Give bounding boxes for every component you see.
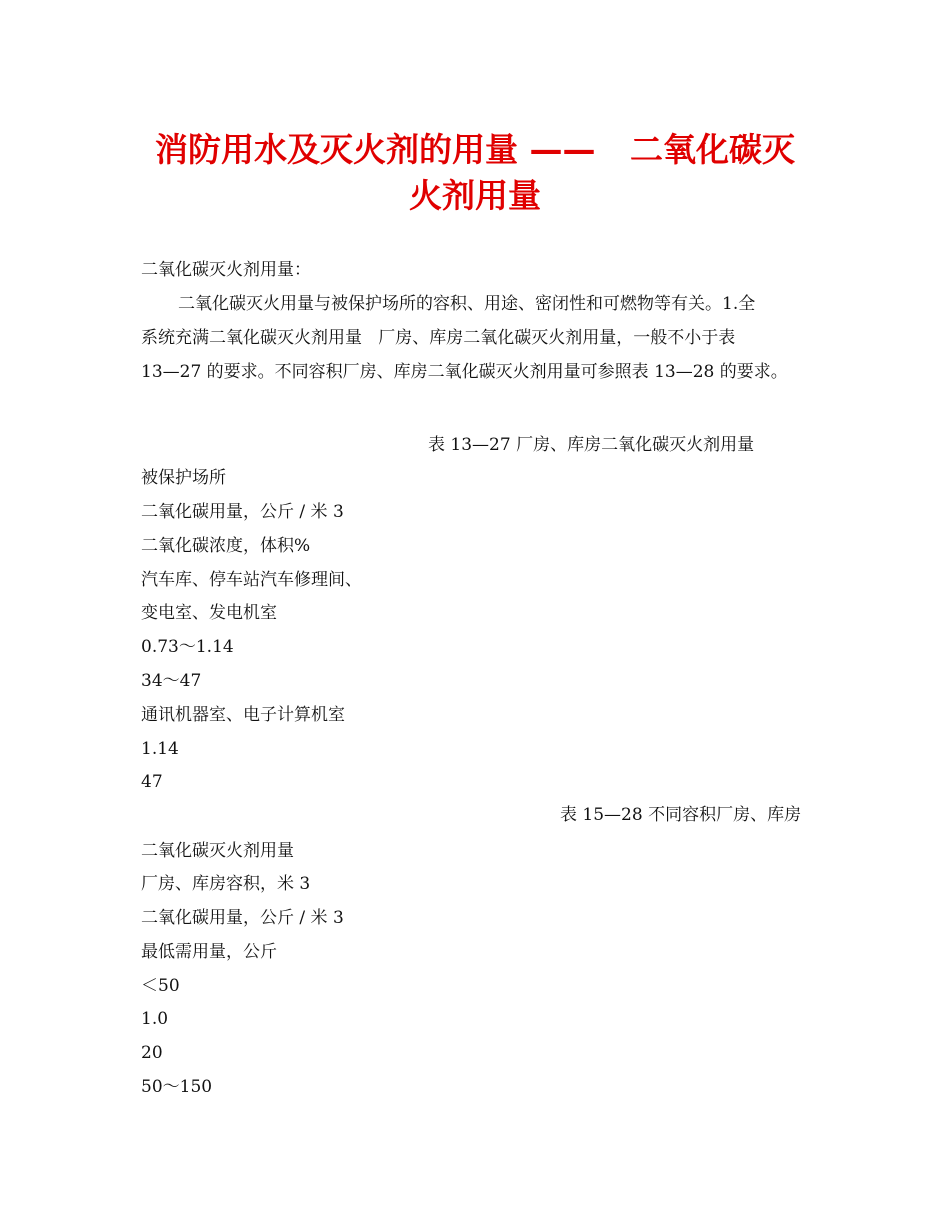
table-1-cell: 汽车库、停车站汽车修理间、	[141, 570, 362, 590]
table-1-cell: 被保护场所	[141, 468, 226, 488]
table-1-caption: 表 13—27 厂房、库房二氧化碳灭火剂用量	[428, 435, 755, 455]
table-2-cell: ＜50	[141, 976, 180, 996]
table-2-cell: 二氧化碳灭火剂用量	[141, 841, 294, 861]
document-title-line-1: 消防用水及灭火剂的用量 —— 二氧化碳灭	[155, 130, 795, 169]
table-2-cell: 50～150	[141, 1077, 213, 1097]
paragraph-line-3: 13—27 的要求。不同容积厂房、库房二氧化碳灭火剂用量可参照表 13—28 的要求。	[141, 362, 788, 382]
document-title-line-2: 火剂用量	[409, 176, 541, 215]
table-1-cell: 34～47	[141, 671, 202, 691]
table-1-cell: 47	[141, 772, 163, 792]
paragraph-line-2: 系统充满二氧化碳灭火剂用量 厂房、库房二氧化碳灭火剂用量，一般不小于表	[141, 328, 736, 348]
table-2-cell: 最低需用量，公斤	[141, 942, 277, 962]
table-2-cell: 二氧化碳用量，公斤 / 米 3	[141, 908, 344, 928]
paragraph-line-1: 二氧化碳灭火用量与被保护场所的容积、用途、密闭性和可燃物等有关。1.全	[178, 294, 756, 314]
table-1-cell: 二氧化碳浓度，体积%	[141, 536, 311, 556]
section-heading: 二氧化碳灭火剂用量：	[141, 260, 311, 280]
table-1-cell: 0.73～1.14	[141, 637, 234, 657]
table-2-cell: 1.0	[141, 1009, 169, 1029]
table-1-cell: 二氧化碳用量，公斤 / 米 3	[141, 502, 344, 522]
table-1-cell: 变电室、发电机室	[141, 603, 277, 623]
table-1-cell: 通讯机器室、电子计算机室	[141, 705, 345, 725]
table-2-cell: 厂房、库房容积，米 3	[141, 874, 311, 894]
table-2-caption: 表 15—28 不同容积厂房、库房	[560, 805, 802, 825]
table-1-cell: 1.14	[141, 739, 179, 759]
table-2-cell: 20	[141, 1043, 163, 1063]
